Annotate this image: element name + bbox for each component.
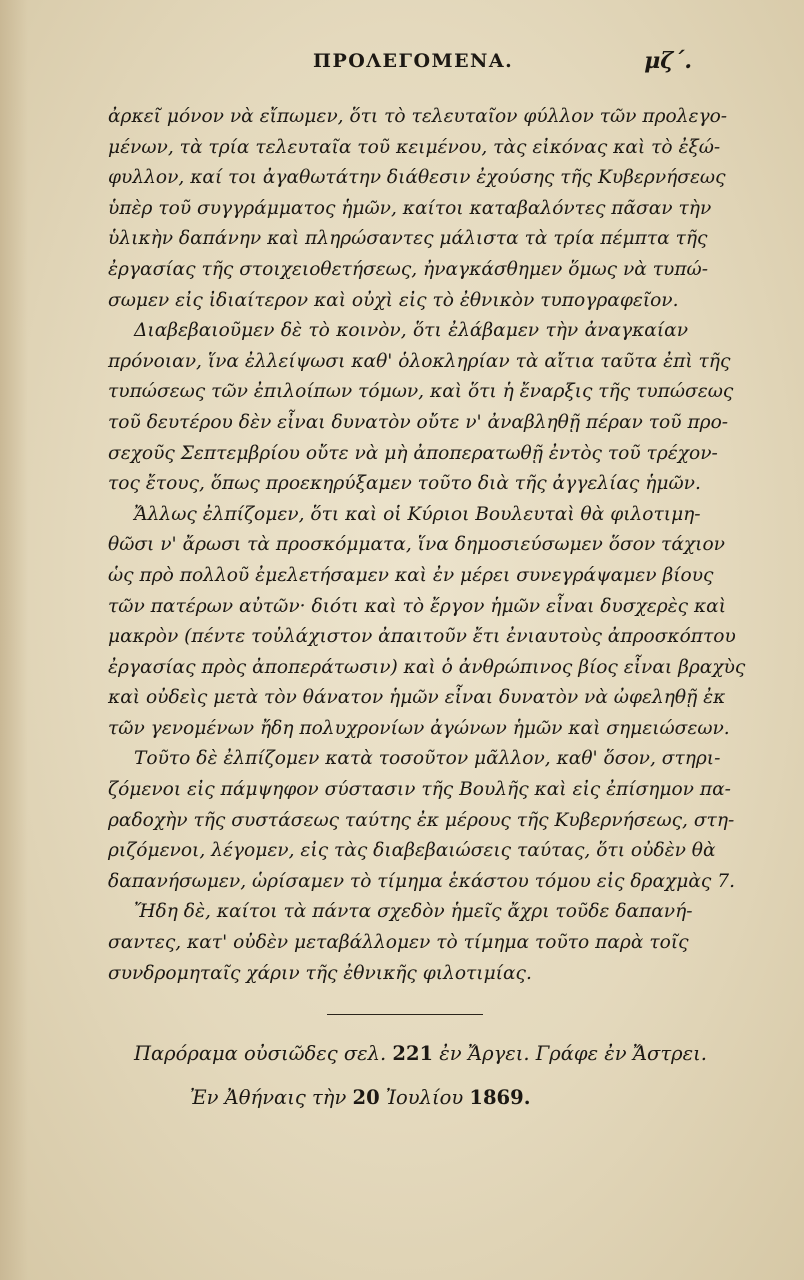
text-line: Διαβεβαιοῦμεν δὲ τὸ κοινὸν, ὅτι ἐλάβαμεν τὴν ἀναγκαίαν xyxy=(134,320,688,342)
running-head xyxy=(108,50,692,82)
text-line: τοῦ δευτέρου δὲν εἶναι δυνατὸν οὔτε ν' ἀναβληθῇ πέραν τοῦ προ- xyxy=(108,411,729,433)
date-year: 1869. xyxy=(469,1086,531,1109)
errata-page: 221 xyxy=(392,1042,434,1065)
errata-note xyxy=(134,1042,707,1065)
section-divider xyxy=(327,1014,483,1015)
text-line: συνδρομηταῖς χάριν τῆς ἐθνικῆς φιλοτιμίας. xyxy=(108,962,532,984)
text-line: θῶσι ν' ἄρωσι τὰ προσκόμματα, ἵνα δημοσιεύσωμεν ὅσον τάχιον xyxy=(108,534,725,556)
body-text xyxy=(108,102,746,989)
text-line: φυλλον, καί τοι ἀγαθωτάτην διάθεσιν ἐχούσης τῆς Κυβερνήσεως xyxy=(108,167,726,189)
text-line: καὶ οὐδεὶς μετὰ τὸν θάνατον ἡμῶν εἶναι δυνατὸν νὰ ὠφεληθῇ ἐκ xyxy=(108,687,726,709)
text-line: ζόμενοι εἰς πάμψηφον σύστασιν τῆς Βουλῆς καὶ εἰς ἐπίσημον πα- xyxy=(108,779,731,801)
text-line: σωμεν εἰς ἰδιαίτερον καὶ οὐχὶ εἰς τὸ ἐθνικὸν τυπογραφεῖον. xyxy=(108,289,679,311)
text-line: Ἄλλως ἐλπίζομεν, ὅτι καὶ οἱ Κύριοι Βουλευταὶ θὰ φιλοτιμη- xyxy=(134,503,701,525)
paragraph xyxy=(108,102,728,316)
paragraph xyxy=(108,500,746,745)
errata-prefix: Παρόραμα οὐσιῶδες σελ. xyxy=(134,1042,387,1065)
paragraph xyxy=(108,744,735,897)
text-line: πρόνοιαν, ἵνα ἐλλείψωσι καθ' ὁλοκληρίαν τὰ αἴτια ταῦτα ἐπὶ τῆς xyxy=(108,350,731,372)
text-line: σαντες, κατ' οὐδὲν μεταβάλλομεν τὸ τίμημα τοῦτο παρὰ τοῖς xyxy=(108,932,689,954)
date-line xyxy=(190,1086,590,1109)
text-line: τος ἔτους, ὅπως προεκηρύξαμεν τοῦτο διὰ τῆς ἀγγελίας ἡμῶν. xyxy=(108,473,701,495)
errata-correction: ἐν Ἄργει. Γράφε ἐν Ἄστρει. xyxy=(439,1042,707,1065)
text-line: σεχοῦς Σεπτεμβρίου οὔτε νὰ μὴ ἀποπερατωθῇ ἐντὸς τοῦ τρέχον- xyxy=(108,442,718,464)
text-line: ὡς πρὸ πολλοῦ ἐμελετήσαμεν καὶ ἐν μέρει συνεγράψαμεν βίους xyxy=(108,564,714,586)
text-line: ἐργασίας τῆς στοιχειοθετήσεως, ἠναγκάσθημεν ὅμως νὰ τυπώ- xyxy=(108,258,709,280)
text-line: ὑπὲρ τοῦ συγγράμματος ἡμῶν, καίτοι καταβαλόντες πᾶσαν τὴν xyxy=(108,197,712,219)
text-line: τῶν πατέρων αὐτῶν· διότι καὶ τὸ ἔργον ἡμῶν εἶναι δυσχερὲς καὶ xyxy=(108,595,727,617)
text-line: δαπανήσωμεν, ὡρίσαμεν τὸ τίμημα ἑκάστου τόμου εἰς δραχμὰς 7. xyxy=(108,870,735,892)
date-month: Ἰουλίου xyxy=(385,1086,464,1109)
text-line: Ἤδη δὲ, καίτοι τὰ πάντα σχεδὸν ἡμεῖς ἄχρι τοῦδε δαπανή- xyxy=(134,901,693,923)
date-prefix: Ἐν Ἀθήναις τὴν xyxy=(190,1086,347,1109)
text-line: ἀρκεῖ μόνον νὰ εἴπωμεν, ὅτι τὸ τελευταῖον φύλλον τῶν προλεγο- xyxy=(108,106,728,127)
text-line: τυπώσεως τῶν ἐπιλοίπων τόμων, καὶ ὅτι ἡ ἔναρξις τῆς τυπώσεως xyxy=(108,381,734,403)
text-line: ὑλικὴν δαπάνην καὶ πληρώσαντες μάλιστα τὰ τρία πέμπτα τῆς xyxy=(108,228,708,250)
text-line: ριζόμενοι, λέγομεν, εἰς τὰς διαβεβαιώσεις ταύτας, ὅτι οὐδὲν θὰ xyxy=(108,840,716,862)
text-line: ἐργασίας πρὸς ἀποπεράτωσιν) καὶ ὁ ἀνθρώπινος βίος εἶναι βραχὺς xyxy=(108,656,746,678)
text-line: Τοῦτο δὲ ἐλπίζομεν κατὰ τοσοῦτον μᾶλλον, καθ' ὅσον, στηρι- xyxy=(134,748,721,770)
text-line: ραδοχὴν τῆς συστάσεως ταύτης ἐκ μέρους τῆς Κυβερνήσεως, στη- xyxy=(108,809,735,831)
text-line: μένων, τὰ τρία τελευταῖα τοῦ κειμένου, τὰς εἰκόνας καὶ τὸ ἐξώ- xyxy=(108,136,721,158)
page-number: μζ΄. xyxy=(644,48,692,74)
text-line: τῶν γενομένων ἤδη πολυχρονίων ἀγώνων ἡμῶν καὶ σημειώσεων. xyxy=(108,717,730,739)
text-line: μακρὸν (πέντε τοὐλάχιστον ἀπαιτοῦν ἔτι ἐνιαυτοὺς ἀπροσκόπτου xyxy=(108,626,736,648)
paragraph xyxy=(108,316,734,500)
page-title: ΠΡΟΛΕΓΟΜΕΝΑ. xyxy=(313,50,514,72)
paragraph xyxy=(108,897,693,989)
date-day: 20 xyxy=(352,1086,380,1109)
